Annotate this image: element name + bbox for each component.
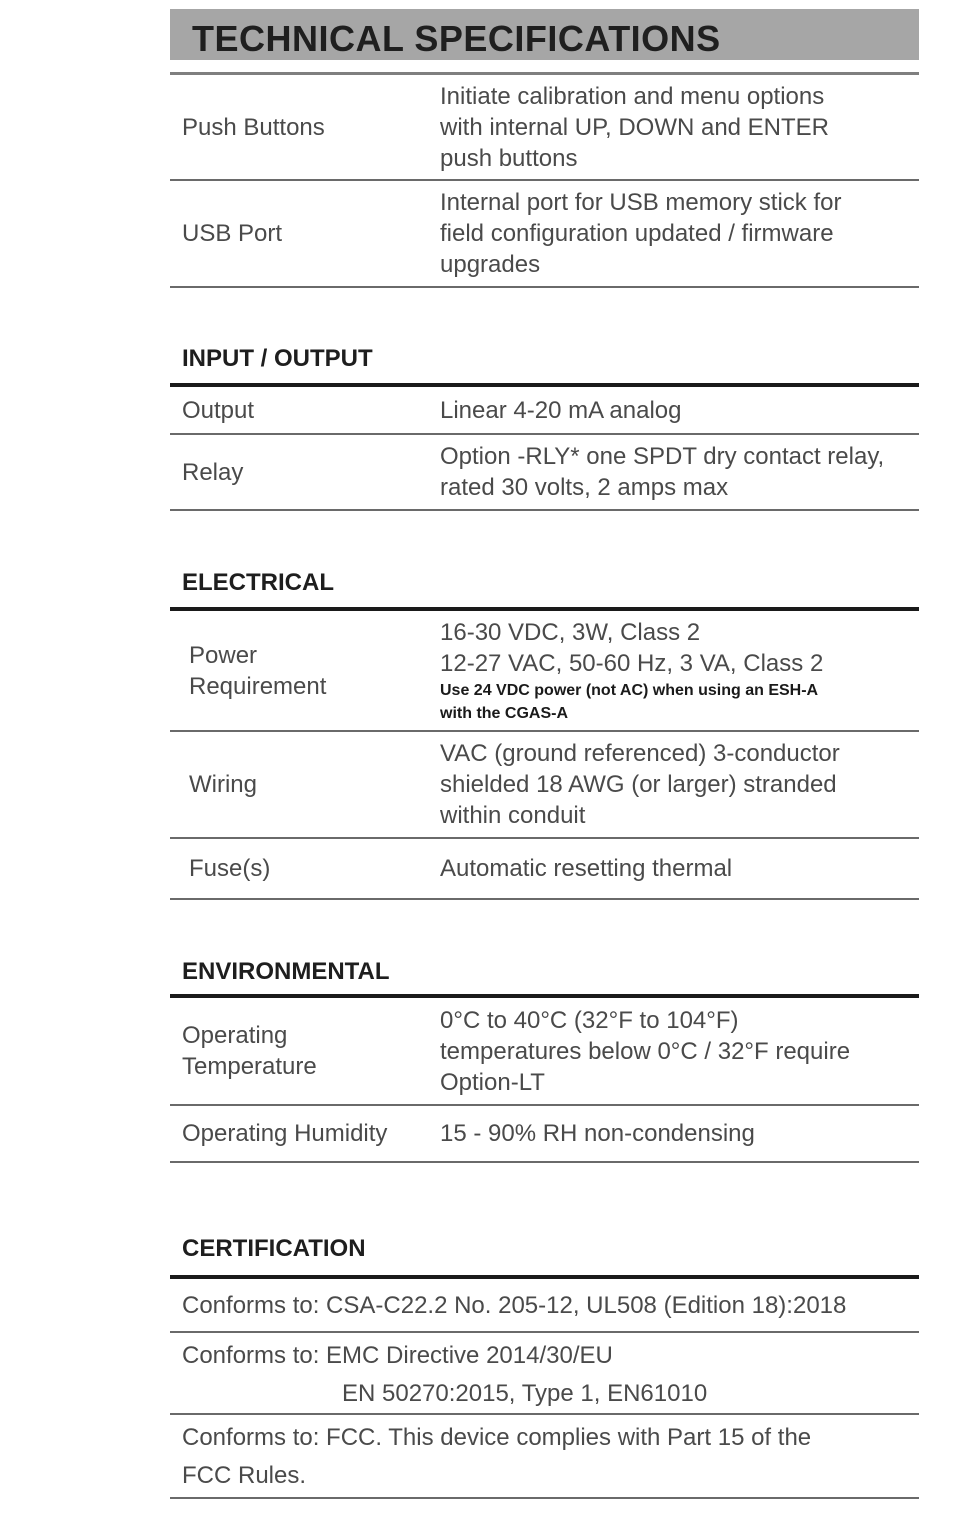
spec-label: Push Buttons [182,113,325,141]
spec-label-line: Operating [182,1022,288,1049]
certification-row [170,1333,919,1415]
spec-value [428,838,919,899]
spec-value-line: push buttons [440,144,578,172]
spec-value-line: Option -RLY* one SPDT dry contact relay, [440,443,885,470]
spec-value-line: Option-LT [440,1068,545,1096]
general-spec-table [170,75,919,288]
spec-value [428,387,919,434]
spec-value-line: with internal UP, DOWN and ENTER [440,113,830,141]
spec-value-line: temperatures below 0°C / 32°F require [440,1037,851,1065]
spec-value-line: Internal port for USB memory stick for [440,189,842,216]
spec-value-line: field configuration updated / firmware [440,220,834,247]
spec-label: Output [182,396,255,424]
page-title: TECHNICAL SPECIFICATIONS [192,18,721,59]
table-row [170,838,919,899]
table-row [170,611,919,731]
spec-label: Wiring [189,771,258,798]
spec-value [428,180,919,287]
spec-value [428,731,919,838]
input-output-table [170,387,919,511]
table-row [170,75,919,180]
table-row [170,180,919,287]
table-row [170,387,919,434]
spec-value-line: Automatic resetting thermal [440,855,733,882]
section-heading-electrical: ELECTRICAL [182,569,334,596]
spec-label-line: Power [189,641,258,669]
section-heading-input-output: INPUT / OUTPUT [182,345,373,372]
spec-value-line: Linear 4-20 mA analog [440,396,682,424]
spec-value-line: VAC (ground referenced) 3-conductor [440,740,840,767]
spec-value [428,434,919,510]
table-row [170,731,919,838]
spec-sheet [170,9,919,1499]
section-heading-environmental: ENVIRONMENTAL [182,958,390,985]
spec-label [170,611,428,731]
spec-value-line: 12-27 VAC, 50-60 Hz, 3 VA, Class 2 [440,649,824,677]
spec-label [170,998,428,1105]
certification-text: Conforms to: FCC. This device complies with Part 15 of the [182,1424,812,1451]
spec-label: USB Port [182,220,283,247]
spec-label: Relay [182,458,244,486]
certification-row [170,1279,919,1333]
certification-text: EN 50270:2015, Type 1, EN61010 [342,1380,708,1407]
spec-label-line: Requirement [189,672,327,700]
table-row [170,998,919,1105]
power-note-line: Use 24 VDC power (not AC) when using an ESH-A [440,681,819,699]
title-banner [170,9,919,63]
spec-value-line: Initiate calibration and menu options [440,82,825,110]
spec-value-line: 0°C to 40°C (32°F to 104°F) [440,1006,739,1034]
certification-text: Conforms to: CSA-C22.2 No. 205-12, UL508 (Edition 18):2018 [182,1292,847,1319]
certification-text: FCC Rules. [182,1462,307,1489]
certification-text: Conforms to: EMC Directive 2014/30/EU [182,1342,613,1369]
spec-value [428,611,919,731]
spec-value [428,75,919,180]
spec-value-line: rated 30 volts, 2 amps max [440,474,729,501]
spec-value-line: shielded 18 AWG (or larger) stranded [440,771,837,798]
spec-value-line: within conduit [440,802,586,829]
spec-value [428,1105,919,1162]
spec-label: Operating Humidity [182,1120,388,1147]
spec-label: Fuse(s) [189,855,271,882]
table-row [170,1105,919,1162]
spec-value [428,998,919,1105]
electrical-table [170,611,919,900]
spec-value-line: 15 - 90% RH non-condensing [440,1120,755,1147]
spec-value-line: upgrades [440,251,541,278]
certification-row [170,1415,919,1499]
power-note-line: with the CGAS-A [440,704,568,722]
spec-label-line: Temperature [182,1053,317,1080]
table-row [170,434,919,510]
environmental-table [170,998,919,1163]
section-heading-certification: CERTIFICATION [182,1235,366,1262]
spec-value-line: 16-30 VDC, 3W, Class 2 [440,618,701,646]
